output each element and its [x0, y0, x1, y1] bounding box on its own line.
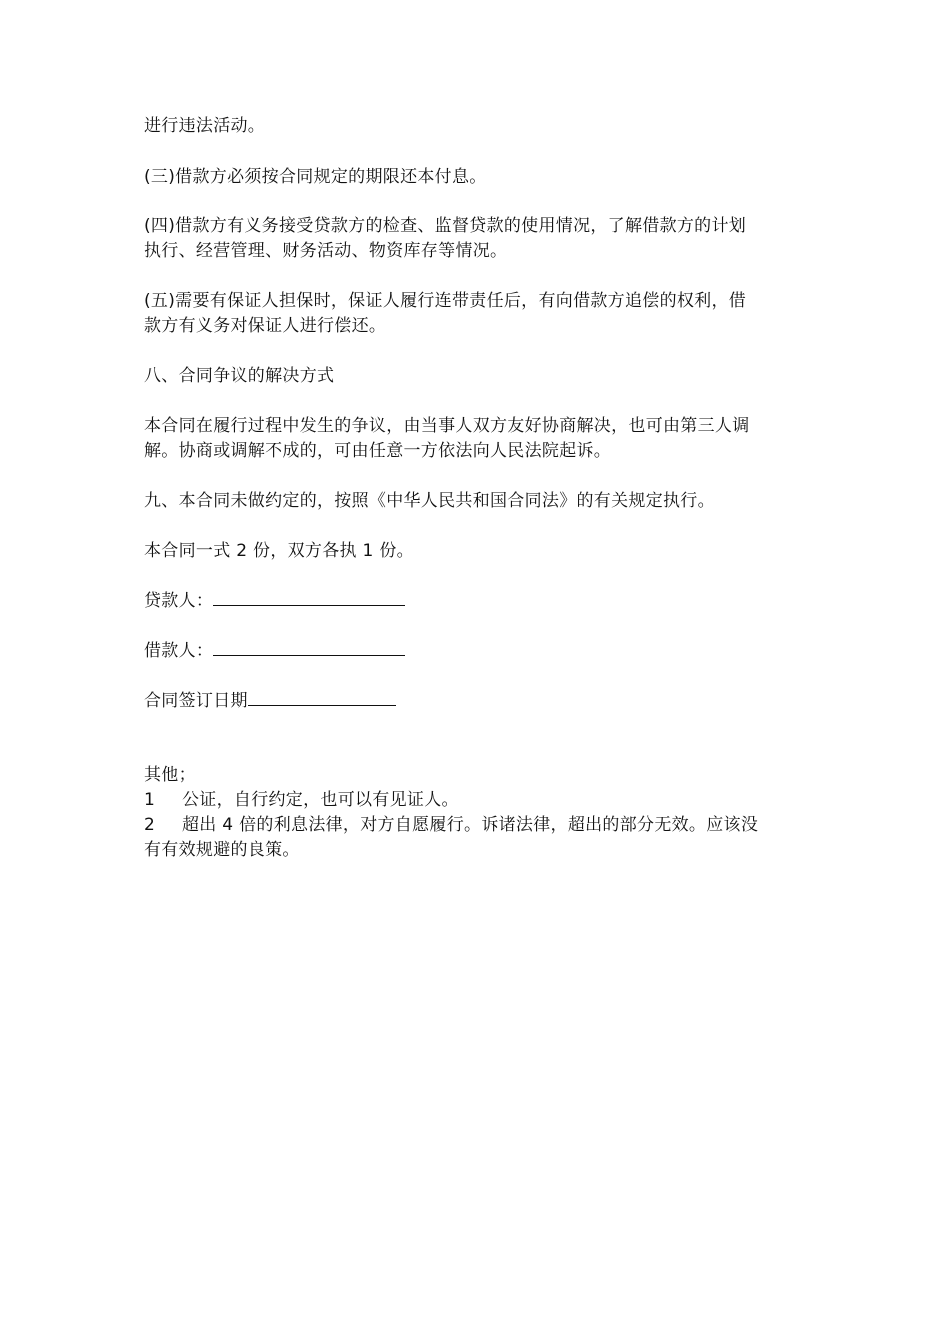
section-8-heading: 八、合同争议的解决方式 [144, 366, 335, 386]
note-number: 2 [144, 815, 156, 835]
section-9: 九、本合同未做约定的，按照《中华人民共和国合同法》的有关规定执行。 [144, 491, 715, 511]
paragraph-line: 进行违法活动。 [144, 116, 266, 136]
date-label: 合同签订日期 [144, 691, 248, 711]
note-item [144, 813, 758, 837]
clause-5-line-1: (五)需要有保证人担保时，保证人履行连带责任后，有向借款方追偿的权利，借 [144, 291, 747, 311]
note-number: 1 [144, 790, 156, 810]
borrower-blank[interactable] [213, 641, 405, 656]
lender-signature-line [144, 589, 405, 613]
section-8-line-2: 解。协商或调解不成的，可由任意一方依法向人民法院起诉。 [144, 441, 612, 461]
note-text: 公证，自行约定，也可以有见证人。 [182, 790, 459, 810]
clause-4-line-2: 执行、经营管理、财务活动、物资库存等情况。 [144, 241, 508, 261]
clause-5-line-2: 款方有义务对保证人进行偿还。 [144, 316, 387, 336]
clause-3: (三)借款方必须按合同规定的期限还本付息。 [144, 167, 487, 187]
section-8-line-1: 本合同在履行过程中发生的争议，由当事人双方友好协商解决，也可由第三人调 [144, 416, 750, 436]
copies-statement: 本合同一式 2 份，双方各执 1 份。 [144, 541, 414, 561]
borrower-signature-line [144, 639, 405, 663]
signing-date-line [144, 689, 396, 713]
lender-label: 贷款人： [144, 591, 214, 611]
clause-4-line-1: (四)借款方有义务接受贷款方的检查、监督贷款的使用情况，了解借款方的计划 [144, 216, 747, 236]
note-item [144, 788, 459, 812]
date-blank[interactable] [248, 691, 396, 706]
others-title: 其他； [144, 765, 196, 785]
borrower-label: 借款人： [144, 641, 214, 661]
lender-blank[interactable] [213, 591, 405, 606]
note-text: 超出 4 倍的利息法律，对方自愿履行。诉诸法律，超出的部分无效。应该没 [182, 815, 759, 835]
note-continuation: 有有效规避的良策。 [144, 840, 300, 860]
